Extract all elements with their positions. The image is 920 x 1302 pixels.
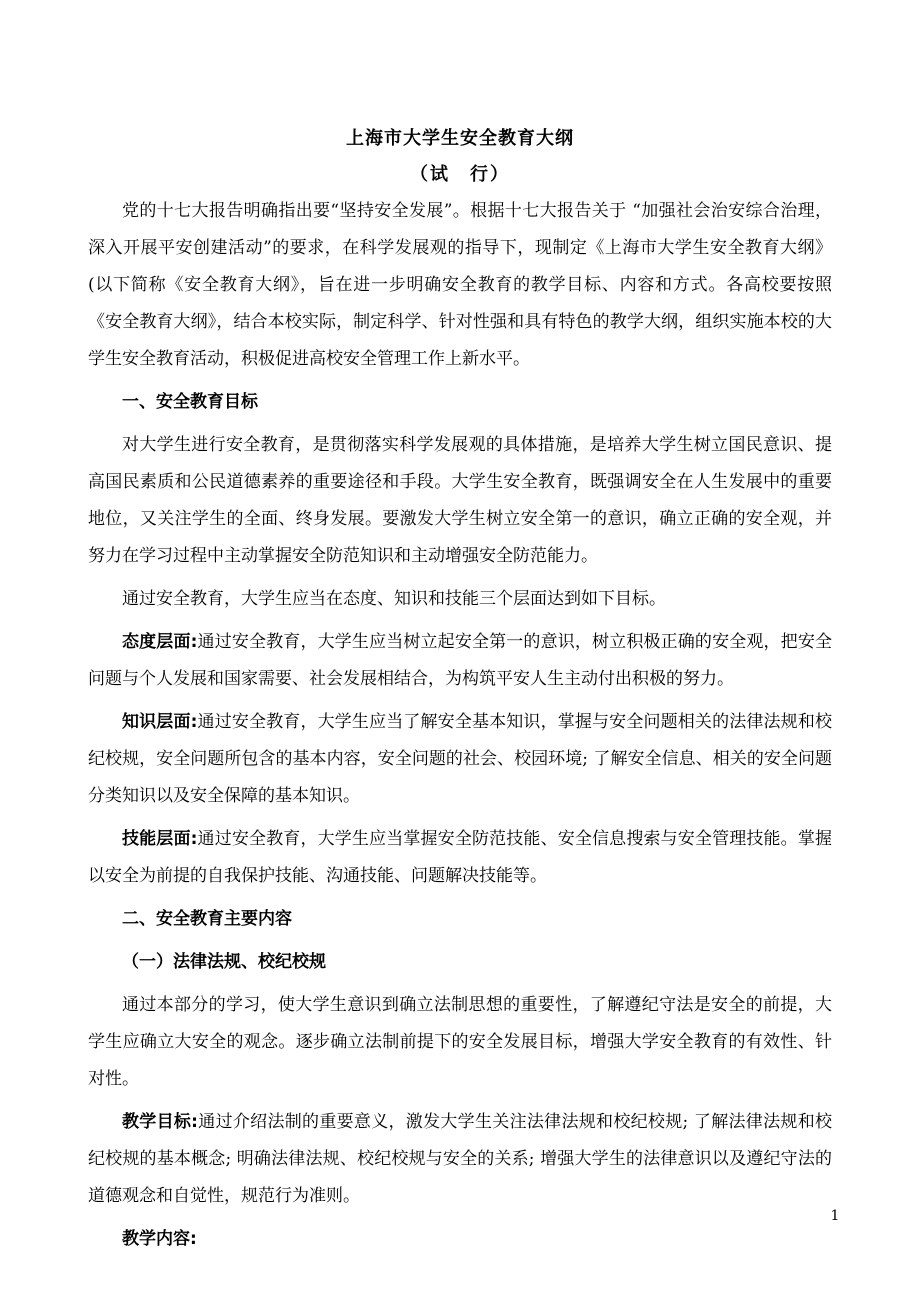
intro-paragraph: 党的十七大报告明确指出要“坚持安全发展”。根据十七大报告关于 “加强社会治安综合治理，深入开展平安创建活动”的要求，在科学发展观的指导下，现制定《上海市大学生安全教育大纲》(以下简称《安全教育大纲》，旨在进一步明确安全教育的教学目标、内容和方式。各高校要按照《安全教育大纲》，结合本校实际，制定科学、针对性强和具有特色的教学大纲，组织实施本校的大学生安全教育活动，积极促进高校安全管理工作上新水平。 xyxy=(88,201,832,369)
document-body xyxy=(88,193,832,1258)
law-paragraph: 通过本部分的学习，使大学生意识到确立法制思想的重要性，了解遵纪守法是安全的前提，大学生应确立大安全的观念。逐步确立法制前提下的安全发展目标，增强大学安全教育的有效性、针对性。 xyxy=(88,995,832,1089)
page-number: 1 xyxy=(830,1208,840,1224)
teaching-goal-text: 通过介绍法制的重要意义，激发大学生关注法律法规和校纪校规; 了解法律法规和校纪校规的基本概念; 明确法律法规、校纪校规与安全的关系; 增强大学生的法律意识以及遵纪守法的道德观念和自觉性，规范行为准则。 xyxy=(88,1112,832,1206)
teaching-goal-label: 教学目标: xyxy=(122,1112,198,1132)
section-heading-goals: 一、安全教育目标 xyxy=(122,392,258,412)
knowledge-paragraph xyxy=(88,704,832,815)
knowledge-label: 知识层面: xyxy=(122,712,198,732)
goals-paragraph: 对大学生进行安全教育，是贯彻落实科学发展观的具体措施，是培养大学生树立国民意识、提高国民素质和公民道德素养的重要途径和手段。大学生安全教育，既强调安全在人生发展中的重要地位，又关注学生的全面、终身发展。要激发大学生树立安全第一的意识，确立正确的安全观，并努力在学习过程中主动掌握安全防范知识和主动增强安全防范能力。 xyxy=(88,435,832,566)
teaching-goal-paragraph xyxy=(88,1104,832,1215)
targets-intro-paragraph: 通过安全教育，大学生应当在态度、知识和技能三个层面达到如下目标。 xyxy=(122,589,666,609)
knowledge-text: 通过安全教育，大学生应当了解安全基本知识，掌握与安全问题相关的法律法规和校纪校规，安全问题所包含的基本内容，安全问题的社会、校园环境; 了解安全信息、相关的安全问题分类知识以及安全保障的基本知识。 xyxy=(88,712,832,806)
attitude-text: 通过安全教育，大学生应当树立起安全第一的意识，树立积极正确的安全观，把安全问题与个人发展和国家需要、社会发展相结合，为构筑平安人生主动付出积极的努力。 xyxy=(88,632,832,689)
attitude-paragraph xyxy=(88,624,832,698)
document-title: 上海市大学生安全教育大纲 xyxy=(346,128,574,149)
subsection-heading-law: （一）法律法规、校纪校规 xyxy=(122,952,326,972)
skill-label: 技能层面: xyxy=(122,829,198,849)
teaching-content-label: 教学内容: xyxy=(122,1229,197,1249)
attitude-label: 态度层面: xyxy=(122,632,198,652)
skill-paragraph xyxy=(88,821,832,895)
section-heading-content: 二、安全教育主要内容 xyxy=(122,909,292,929)
skill-text: 通过安全教育，大学生应当掌握安全防范技能、安全信息搜索与安全管理技能。掌握以安全为前提的自我保护技能、沟通技能、问题解决技能等。 xyxy=(88,829,832,886)
document-subtitle: （试 行） xyxy=(410,164,510,185)
